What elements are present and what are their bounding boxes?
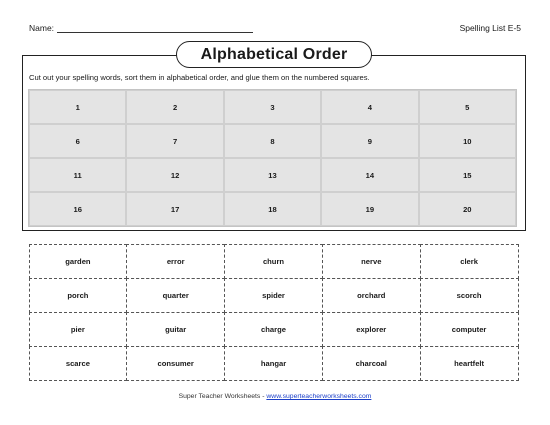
numbered-square: 12: [126, 158, 223, 192]
worksheet-header: [29, 23, 521, 37]
numbered-squares-grid: [28, 89, 517, 227]
word-card: pier: [29, 312, 128, 347]
numbered-square: 17: [126, 192, 223, 226]
word-card: nerve: [322, 244, 421, 279]
numbered-square: 11: [29, 158, 126, 192]
numbered-square: 14: [321, 158, 418, 192]
numbered-square: 8: [224, 124, 321, 158]
cut-out-words-grid: [29, 244, 518, 380]
word-card: churn: [224, 244, 323, 279]
word-card: clerk: [420, 244, 519, 279]
name-label: Name:: [29, 23, 55, 33]
numbered-square: 7: [126, 124, 223, 158]
footer: [0, 393, 550, 400]
numbered-square: 5: [419, 90, 516, 124]
spelling-list-label: Spelling List E-5: [459, 23, 521, 33]
word-card: hangar: [224, 346, 323, 381]
word-card: garden: [29, 244, 128, 279]
footer-website-link[interactable]: www.superteacherworksheets.com: [266, 393, 372, 400]
numbered-square: 19: [321, 192, 418, 226]
word-card: computer: [420, 312, 519, 347]
word-card: charge: [224, 312, 323, 347]
word-card: guitar: [126, 312, 225, 347]
word-card: explorer: [322, 312, 421, 347]
name-write-line: [57, 32, 253, 33]
numbered-square: 9: [321, 124, 418, 158]
numbered-square: 4: [321, 90, 418, 124]
numbered-square: 1: [29, 90, 126, 124]
numbered-square: 13: [224, 158, 321, 192]
numbered-square: 10: [419, 124, 516, 158]
numbered-square: 15: [419, 158, 516, 192]
footer-credit: Super Teacher Worksheets -: [178, 393, 267, 400]
instructions: Cut out your spelling words, sort them in alphabetical order, and glue them on the numbered squares.: [29, 73, 370, 82]
word-card: heartfelt: [420, 346, 519, 381]
word-card: porch: [29, 278, 128, 313]
numbered-square: 18: [224, 192, 321, 226]
word-card: error: [126, 244, 225, 279]
numbered-square: 16: [29, 192, 126, 226]
numbered-square: 2: [126, 90, 223, 124]
word-card: charcoal: [322, 346, 421, 381]
word-card: scarce: [29, 346, 128, 381]
worksheet-title: Alphabetical Order: [176, 41, 372, 68]
numbered-square: 6: [29, 124, 126, 158]
numbered-square: 20: [419, 192, 516, 226]
word-card: spider: [224, 278, 323, 313]
numbered-square: 3: [224, 90, 321, 124]
word-card: scorch: [420, 278, 519, 313]
word-card: orchard: [322, 278, 421, 313]
word-card: consumer: [126, 346, 225, 381]
word-card: quarter: [126, 278, 225, 313]
